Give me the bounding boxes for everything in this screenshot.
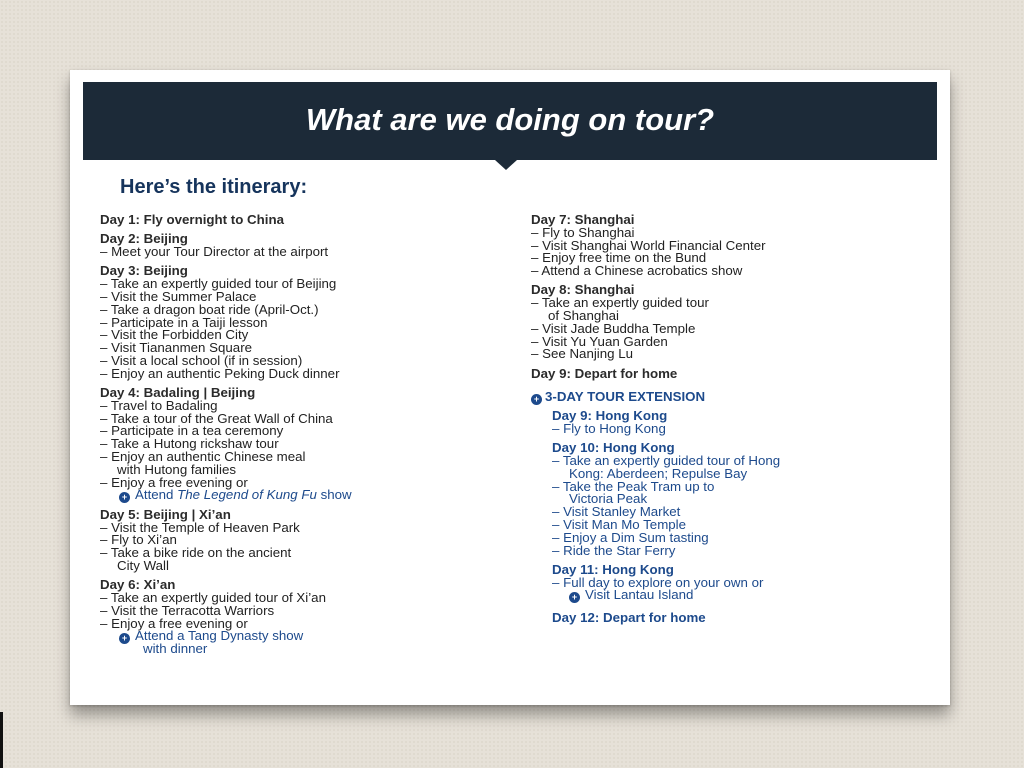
itinerary-item: – Enjoy an authentic Peking Duck dinner: [100, 368, 520, 381]
itinerary-item: – Take a dragon boat ride (April-Oct.): [100, 304, 520, 317]
itinerary-item: – Visit the Temple of Heaven Park: [100, 522, 520, 535]
slide-card: [70, 70, 950, 705]
day-heading: Day 9: Hong Kong: [552, 408, 668, 424]
itinerary-item: – Visit the Terracotta Warriors: [100, 605, 520, 618]
itinerary-item: – Take an expertly guided tour of Xi’an: [100, 592, 520, 605]
itinerary-item: – Visit Jade Buddha Temple: [531, 323, 931, 336]
day-heading: Day 6: Xi’an: [100, 577, 176, 593]
itinerary-right-column: [531, 214, 931, 625]
day-heading: Day 4: Badaling | Beijing: [100, 385, 256, 401]
itinerary-item: – Enjoy free time on the Bund: [531, 252, 931, 265]
itinerary-item: – Fly to Hong Kong: [552, 423, 931, 436]
optional-activity-label: Attend a Tang Dynasty show: [135, 628, 304, 644]
itinerary-item: – See Nanjing Lu: [531, 348, 931, 361]
itinerary-item: – Visit the Summer Palace: [100, 291, 520, 304]
optional-activity: [100, 489, 520, 502]
itinerary-item: – Ride the Star Ferry: [552, 545, 931, 558]
itinerary-item: – Visit Man Mo Temple: [552, 519, 931, 532]
day-heading: Day 2: Beijing: [100, 231, 188, 247]
left-edge-bar: [0, 712, 3, 768]
day-heading: Day 12: Depart for home: [552, 610, 706, 626]
tour-extension-list: [531, 410, 931, 625]
itinerary-item: – Fly to Xi’an: [100, 534, 520, 547]
itinerary-item: – Enjoy a free evening or: [100, 618, 520, 631]
itinerary-item: – Enjoy a Dim Sum tasting: [552, 532, 931, 545]
optional-activity-show-name: The Legend of Kung Fu: [177, 487, 317, 503]
itinerary-item: – Participate in a tea ceremony: [100, 425, 520, 438]
itinerary-item-continued: with Hutong families: [117, 461, 236, 477]
title-banner: [83, 82, 937, 160]
itinerary-item: – Visit a local school (if in session): [100, 355, 520, 368]
day-heading: Day 11: Hong Kong: [552, 561, 674, 577]
itinerary-item: – Visit Stanley Market: [552, 506, 931, 519]
itinerary-item-continued: Kong: Aberdeen; Repulse Bay: [569, 465, 748, 481]
plus-circle-icon: +: [531, 394, 542, 405]
itinerary-item: – Participate in a Taiji lesson: [100, 317, 520, 330]
itinerary-item: – Fly to Shanghai: [531, 227, 931, 240]
plus-circle-icon: +: [569, 592, 580, 603]
itinerary-subtitle: Here’s the itinerary:: [120, 176, 308, 198]
optional-activity-continued: with dinner: [143, 641, 208, 657]
itinerary-left-column: [100, 214, 520, 656]
page-title: What are we doing on tour?: [305, 102, 715, 137]
optional-activity: [552, 589, 931, 602]
itinerary-item: – Visit Tiananmen Square: [100, 342, 520, 355]
itinerary-item: – Enjoy an authentic Chinese meal: [100, 451, 520, 464]
itinerary-item: – Take a tour of the Great Wall of China: [100, 413, 520, 426]
itinerary-item: – Take a Hutong rickshaw tour: [100, 438, 520, 451]
day-heading: Day 3: Beijing: [100, 263, 188, 279]
tour-extension-label: 3-DAY TOUR EXTENSION: [545, 388, 706, 404]
itinerary-item: – Take a bike ride on the ancient: [100, 547, 520, 560]
itinerary-item: – Travel to Badaling: [100, 400, 520, 413]
day-heading: Day 1: Fly overnight to China: [100, 212, 284, 227]
day-heading: Day 7: Shanghai: [531, 212, 635, 227]
day-heading: Day 5: Beijing | Xi’an: [100, 506, 231, 522]
optional-activity-label: Attend: [135, 487, 178, 503]
itinerary-item-continued: City Wall: [117, 557, 169, 573]
plus-circle-icon: +: [119, 492, 130, 503]
optional-activity-label: Visit Lantau Island: [585, 587, 694, 603]
tour-extension-heading: [531, 390, 931, 404]
itinerary-item: – Full day to explore on your own or: [552, 577, 931, 590]
itinerary-item: – Take an expertly guided tour of Beijing: [100, 278, 520, 291]
optional-activity-label-suffix: show: [316, 487, 352, 503]
itinerary-item: – Take the Peak Tram up to: [552, 481, 931, 494]
itinerary-item-continued: Victoria Peak: [569, 491, 648, 507]
itinerary-item: – Take an expertly guided tour: [531, 297, 931, 310]
itinerary-item: – Visit the Forbidden City: [100, 329, 520, 342]
itinerary-item: – Visit Shanghai World Financial Center: [531, 240, 931, 253]
itinerary-item: – Meet your Tour Director at the airport: [100, 246, 520, 259]
plus-circle-icon: +: [119, 633, 130, 644]
itinerary-item-continued: of Shanghai: [548, 308, 619, 324]
itinerary-item: – Enjoy a free evening or: [100, 477, 520, 490]
itinerary-item: – Visit Yu Yuan Garden: [531, 336, 931, 349]
itinerary-item: – Take an expertly guided tour of Hong: [552, 455, 931, 468]
day-heading: Day 10: Hong Kong: [552, 440, 675, 456]
day-heading: Day 8: Shanghai: [531, 282, 635, 298]
day-heading: Day 9: Depart for home: [531, 365, 678, 381]
itinerary-item: – Attend a Chinese acrobatics show: [531, 265, 931, 278]
